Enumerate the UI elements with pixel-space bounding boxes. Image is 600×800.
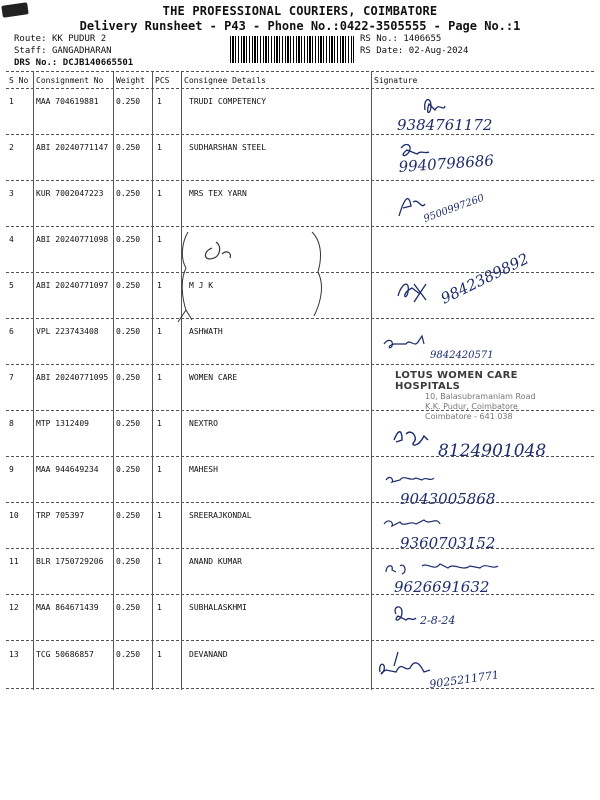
row-pcs: 1 <box>157 373 162 382</box>
row-consignment-no: MAA 944649234 <box>36 465 99 474</box>
row-consignment-no: MAA 864671439 <box>36 603 99 612</box>
row-consignee: ANAND KUMAR <box>189 557 242 566</box>
row-consignee: NEXTRO <box>189 419 218 428</box>
row-pcs: 1 <box>157 557 162 566</box>
column-header-pcs: PCS <box>155 76 170 85</box>
row-consignment-no: KUR 7002047223 <box>36 189 104 198</box>
row-pcs: 1 <box>157 603 162 612</box>
signature-row-12 <box>390 600 500 630</box>
route-label: Route: <box>14 34 52 44</box>
column-header-weight: Weight <box>116 76 145 85</box>
row-rule <box>6 640 594 641</box>
staff-line <box>14 46 112 56</box>
staff-label: Staff: <box>14 46 52 56</box>
column-header-consignee: Consignee Details <box>184 76 266 85</box>
signature-phone-text: 9842389892 <box>437 249 532 308</box>
row-weight: 0.250 <box>116 419 141 428</box>
rs-date-label: RS Date: <box>360 46 409 56</box>
staff-value: GANGADHARAN <box>51 46 112 56</box>
rs-date-value: 02-Aug-2024 <box>408 46 469 56</box>
row-sno: 6 <box>9 327 14 336</box>
signature-row-8 <box>390 418 560 460</box>
rs-no-value: 1406655 <box>403 34 442 44</box>
signature-phone-text: 9384761172 <box>397 116 493 134</box>
row-pcs: 1 <box>157 327 162 336</box>
row-weight: 0.250 <box>116 327 141 336</box>
signature-row-9 <box>382 466 532 506</box>
row-sno: 13 <box>9 650 19 659</box>
row-consignee: DEVANAND <box>189 650 228 659</box>
document-title: THE PROFESSIONAL COURIERS, COIMBATORE <box>162 4 438 18</box>
route-line <box>14 34 106 44</box>
row-pcs: 1 <box>157 235 162 244</box>
drs-line <box>14 58 133 68</box>
column-header-consignment: Consignment No <box>36 76 104 85</box>
row-sno: 9 <box>9 465 14 474</box>
route-value: KK PUDUR 2 <box>51 34 107 44</box>
signature-row-5 <box>392 232 562 312</box>
row-consignee: M J K <box>189 281 214 290</box>
stamp-name: LOTUS WOMEN CARE HOSPITALS <box>395 370 518 392</box>
row-consignment-no: MTP 1312409 <box>36 419 89 428</box>
header-rule <box>6 88 594 89</box>
column-divider <box>113 72 114 690</box>
signature-phone-text: 8124901048 <box>438 441 547 461</box>
row-consignment-no: MAA 704619881 <box>36 97 99 106</box>
rs-date-line <box>360 46 468 56</box>
table-top-rule <box>6 71 594 72</box>
row-weight: 0.250 <box>116 189 141 198</box>
row-sno: 1 <box>9 97 14 106</box>
hospital-stamp <box>395 370 585 421</box>
row-consignment-no: ABI 20240771098 <box>36 235 109 244</box>
signature-row-13 <box>374 648 554 693</box>
row-weight: 0.250 <box>116 511 141 520</box>
signature-row-3 <box>395 186 535 231</box>
stamp-address-line: K.K. Pudur, Coimbatore <box>425 402 518 411</box>
row-consignment-no: TRP 705397 <box>36 511 85 520</box>
document-subtitle: Delivery Runsheet - P43 - Phone No.:0422-3505555 - Page No.:1 <box>79 19 521 33</box>
row-consignee: SUBHALASKHMI <box>189 603 247 612</box>
rs-no-label: RS No.: <box>360 34 404 44</box>
row-consignee: ASHWATH <box>189 327 223 336</box>
row-consignee: SUDHARSHAN STEEL <box>189 143 267 152</box>
signature-phone-text: 9043005868 <box>400 490 496 508</box>
row-rule <box>6 180 594 181</box>
row-sno: 10 <box>9 511 19 520</box>
row-consignment-no: ABI 20240771095 <box>36 373 109 382</box>
row-sno: 3 <box>9 189 14 198</box>
row-sno: 11 <box>9 557 19 566</box>
row-sno: 7 <box>9 373 14 382</box>
row-consignee: MRS TEX YARN <box>189 189 247 198</box>
row-weight: 0.250 <box>116 557 141 566</box>
runsheet-barcode <box>230 36 354 63</box>
row-consignment-no: ABI 20240771147 <box>36 143 109 152</box>
row-weight: 0.250 <box>116 235 141 244</box>
row-pcs: 1 <box>157 650 162 659</box>
signature-row-11 <box>382 556 552 596</box>
row-weight: 0.250 <box>116 143 141 152</box>
signature-row-1 <box>395 92 515 132</box>
signature-date-text: 2-8-24 <box>420 614 456 627</box>
signature-row-2 <box>395 138 535 178</box>
signature-phone-text: 9940798686 <box>398 151 495 176</box>
row-sno: 4 <box>9 235 14 244</box>
handwritten-brace-annotation <box>172 228 342 323</box>
column-divider <box>152 72 153 690</box>
row-pcs: 1 <box>157 419 162 428</box>
row-consignment-no: BLR 1750729206 <box>36 557 104 566</box>
signature-phone-text: 9626691632 <box>394 578 490 596</box>
column-header-signature: Signature <box>374 76 418 85</box>
column-divider <box>371 72 372 690</box>
row-pcs: 1 <box>157 511 162 520</box>
drs-value: DCJB140665501 <box>62 58 134 68</box>
row-pcs: 1 <box>157 189 162 198</box>
row-weight: 0.250 <box>116 97 141 106</box>
row-sno: 12 <box>9 603 19 612</box>
row-weight: 0.250 <box>116 373 141 382</box>
row-pcs: 1 <box>157 281 162 290</box>
row-weight: 0.250 <box>116 650 141 659</box>
row-consignee: WOMEN CARE <box>189 373 238 382</box>
signature-phone-text: 9360703152 <box>400 534 496 552</box>
rs-no-line <box>360 34 441 44</box>
stamp-address-line: Coimbatore - 641 038 <box>425 412 513 421</box>
signature-phone-text: 9025211771 <box>428 668 500 691</box>
signature-phone-text: 9842420571 <box>430 350 494 361</box>
row-pcs: 1 <box>157 143 162 152</box>
row-consignee: MAHESH <box>189 465 218 474</box>
row-consignment-no: TCG 50686857 <box>36 650 94 659</box>
row-sno: 2 <box>9 143 14 152</box>
column-divider <box>181 72 182 690</box>
row-weight: 0.250 <box>116 603 141 612</box>
row-sno: 8 <box>9 419 14 428</box>
row-sno: 5 <box>9 281 14 290</box>
column-divider <box>33 72 34 690</box>
row-consignment-no: VPL 223743408 <box>36 327 99 336</box>
drs-label: DRS No.: <box>14 58 63 68</box>
signature-row-10 <box>380 510 540 550</box>
stamp-address-line: 10, Balasubramaniam Road <box>425 392 536 401</box>
signature-phone-text: 9500997260 <box>422 192 486 225</box>
row-consignee: TRUDI COMPETENCY <box>189 97 267 106</box>
row-rule <box>6 134 594 135</box>
row-pcs: 1 <box>157 465 162 474</box>
row-weight: 0.250 <box>116 281 141 290</box>
column-header-sno: S No <box>9 76 29 85</box>
row-consignee: SREERAJKONDAL <box>189 511 252 520</box>
row-consignment-no: ABI 20240771097 <box>36 281 109 290</box>
row-weight: 0.250 <box>116 465 141 474</box>
signature-row-6 <box>380 330 540 365</box>
row-pcs: 1 <box>157 97 162 106</box>
